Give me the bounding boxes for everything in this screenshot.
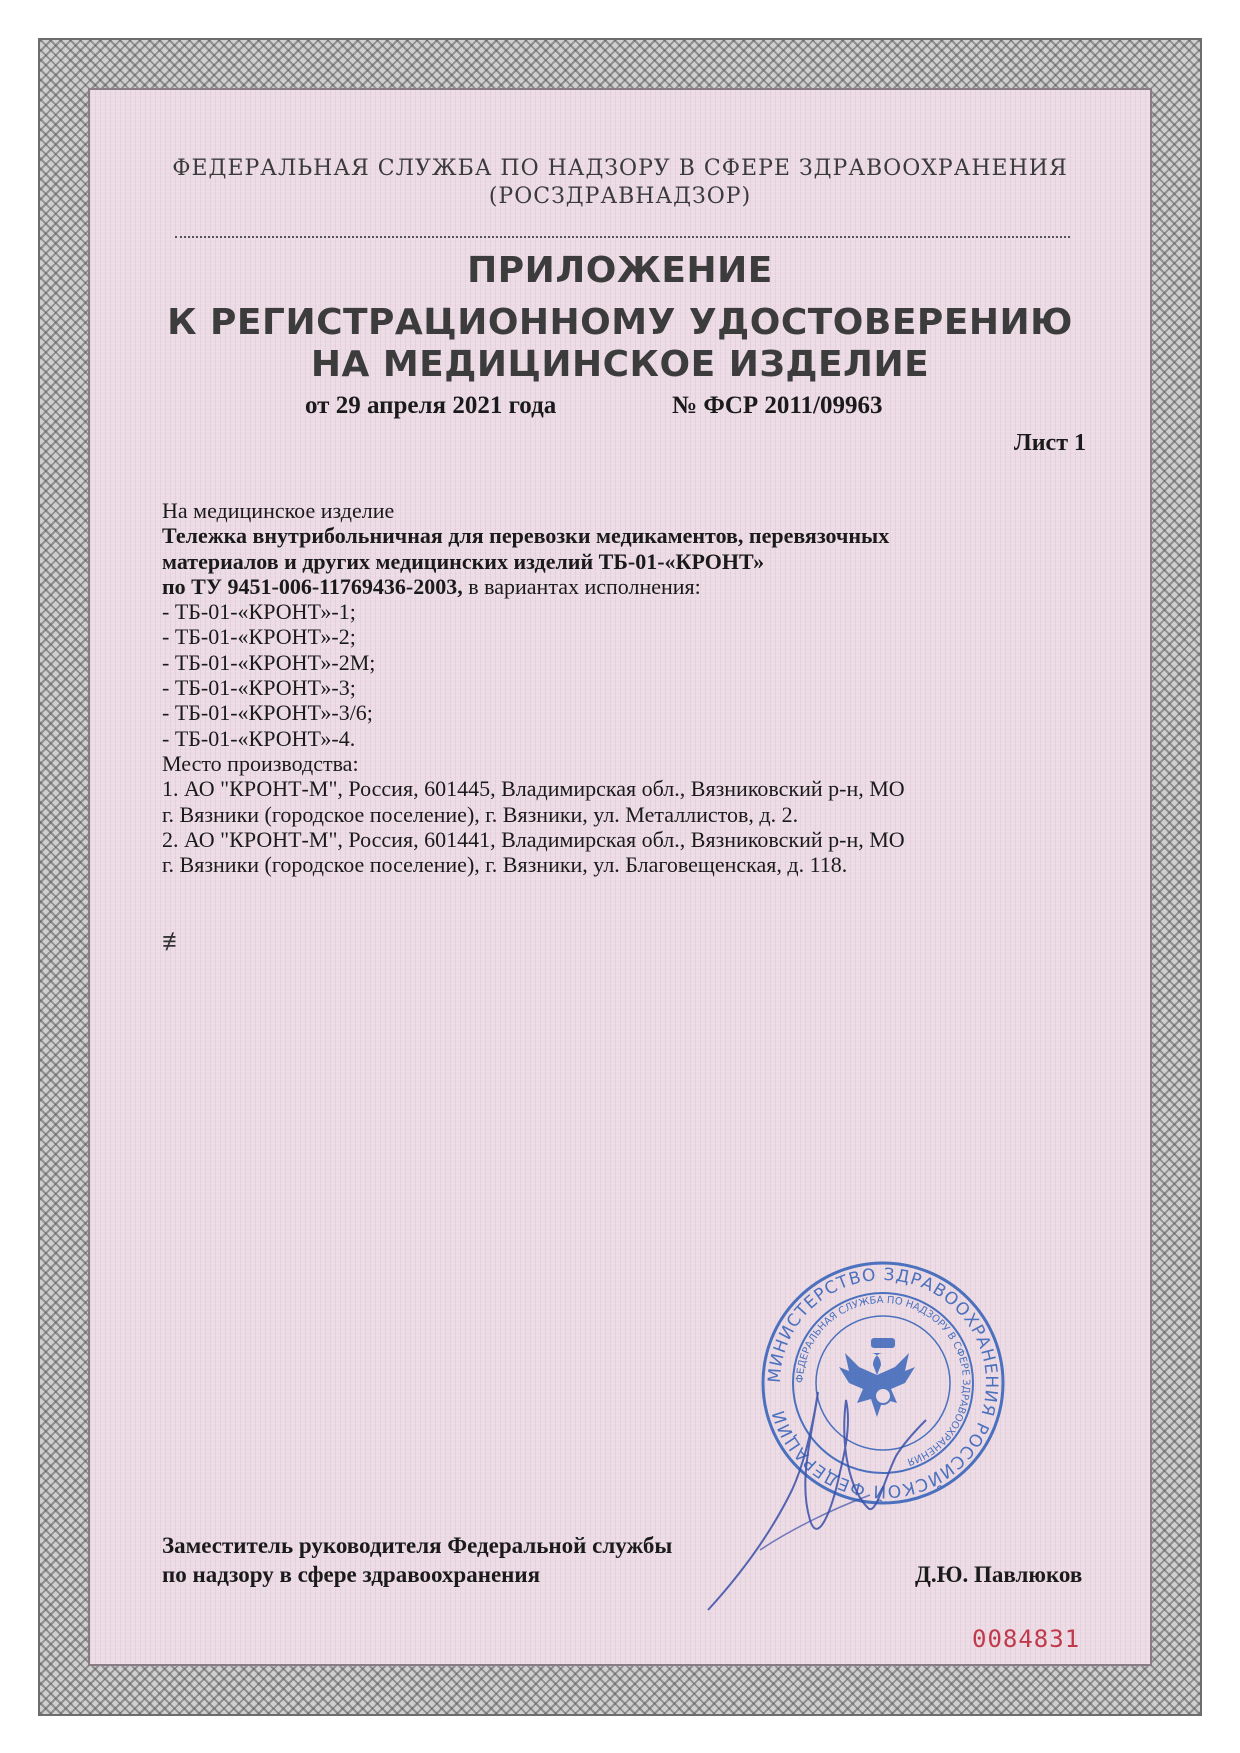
end-of-text-mark: ≢ [162, 927, 188, 956]
signatory-position-line-2: по надзору в сфере здравоохранения [162, 1562, 541, 1587]
variant-item: - ТБ-01-«КРОНТ»-2М; [162, 649, 376, 675]
handwritten-signature-icon [700, 1360, 930, 1620]
registration-number: № ФСР 2011/09963 [672, 392, 883, 419]
production-address-line: 1. АО "КРОНТ-М", Россия, 601445, Владимирская обл., Вязниковский р-н, МО [162, 776, 905, 802]
intro-text: На медицинское изделие [162, 498, 395, 523]
production-heading: Место производства: [162, 750, 359, 776]
title-line-2: К РЕГИСТРАЦИОННОМУ УДОСТОВЕРЕНИЮ [167, 302, 1073, 343]
signatory-position-line-1: Заместитель руководителя Федеральной службы [162, 1533, 673, 1558]
production-address-line: г. Вязники (городское поселение), г. Вязники, ул. Металлистов, д. 2. [162, 801, 799, 827]
variant-item: - ТБ-01-«КРОНТ»-3/6; [162, 700, 373, 726]
production-address-line: 2. АО "КРОНТ-М", Россия, 601441, Владимирская обл., Вязниковский р-н, МО [162, 826, 905, 852]
agency-abbreviation: (РОСЗДРАВНАДЗОР) [488, 184, 752, 209]
serial-number: 0084831 [972, 1625, 1081, 1653]
technical-spec-line [162, 574, 1042, 599]
signatory-name: Д.Ю. Павлюков [915, 1562, 1083, 1587]
product-name-line-1: Тележка внутрибольничная для перевозки медикаментов, перевязочных [162, 523, 890, 549]
seal-outer-text: МИНИСТЕРСТВО ЗДРАВООХРАНЕНИЯ РОССИЙСКОЙ ФЕДЕРАЦИИ [764, 1264, 1002, 1502]
agency-name: ФЕДЕРАЛЬНАЯ СЛУЖБА ПО НАДЗОРУ В СФЕРЕ ЗДРАВООХРАНЕНИЯ [172, 156, 1068, 181]
variant-item: - ТБ-01-«КРОНТ»-1; [162, 599, 356, 625]
technical-spec-rest: в вариантах исполнения: [462, 573, 701, 599]
variant-item: - ТБ-01-«КРОНТ»-2; [162, 624, 356, 650]
production-address-line: г. Вязники (городское поселение), г. Вязники, ул. Благовещенская, д. 118. [162, 852, 848, 878]
variant-item: - ТБ-01-«КРОНТ»-4. [162, 725, 356, 751]
title-line-1: ПРИЛОЖЕНИЕ [467, 250, 773, 291]
product-name-line-2: материалов и других медицинских изделий ТБ-01-«КРОНТ» [162, 548, 765, 574]
title-line-3: НА МЕДИЦИНСКОЕ ИЗДЕЛИЕ [310, 344, 930, 385]
registration-date: от 29 апреля 2021 года [305, 392, 557, 419]
document-body [162, 498, 1042, 877]
variant-item: - ТБ-01-«КРОНТ»-3; [162, 675, 356, 701]
header-divider [175, 236, 1070, 238]
technical-spec-number: по ТУ 9451-006-11769436-2003, [162, 573, 463, 599]
sheet-number: Лист 1 [1013, 430, 1086, 456]
seal-inner-text: ФЕДЕРАЛЬНАЯ СЛУЖБА ПО НАДЗОРУ В СФЕРЕ ЗДРАВООХРАНЕНИЯ [794, 1294, 972, 1468]
